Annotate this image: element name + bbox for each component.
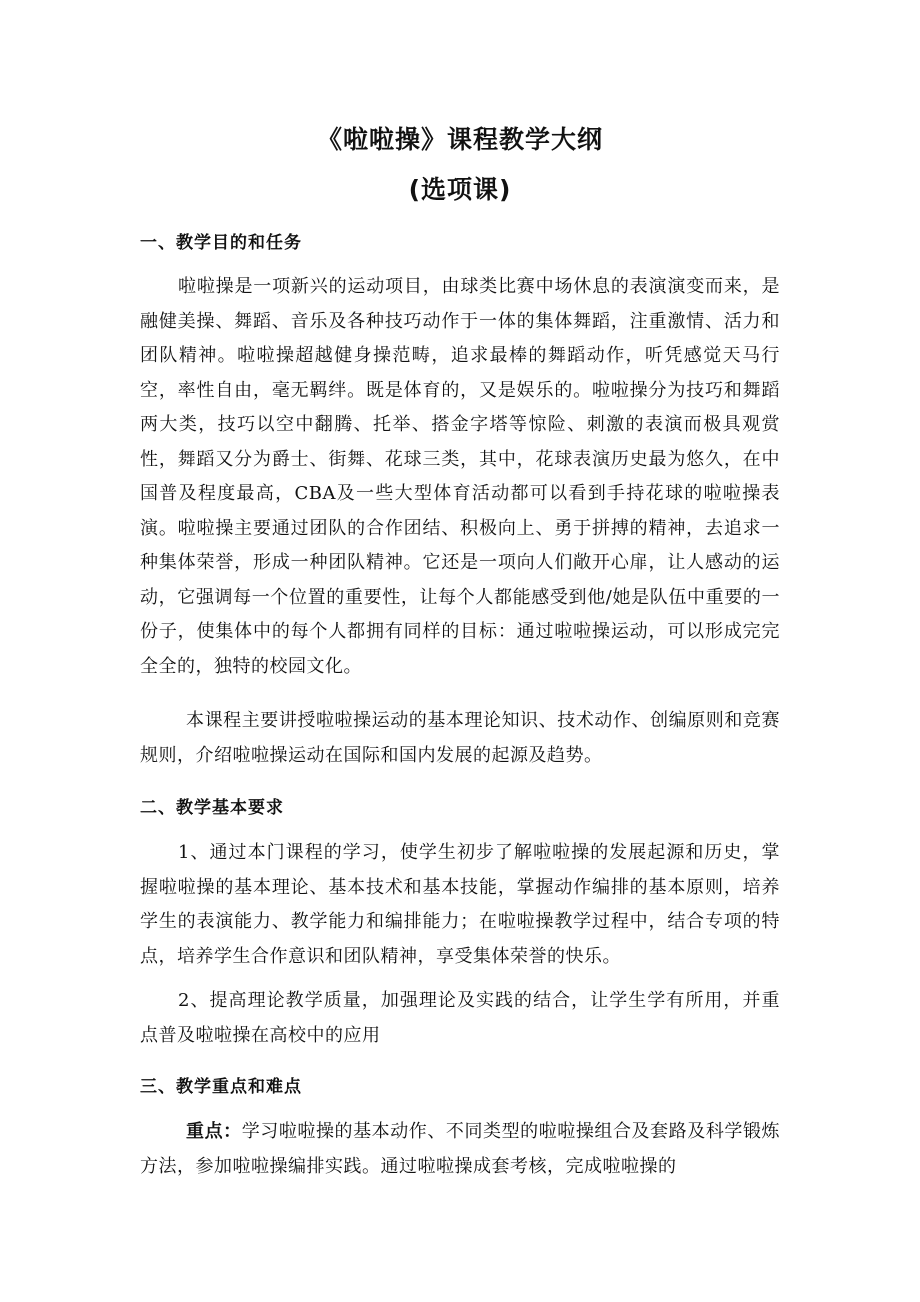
section-paragraph-key-points xyxy=(140,1115,780,1184)
section-paragraph-purpose-2: 本课程主要讲授啦啦操运动的基本理论知识、技术动作、创编原则和竞赛规则，介绍啦啦操运动在国际和国内发展的起源及趋势。 xyxy=(140,710,780,766)
section-heading-purpose: 一、教学目的和任务 xyxy=(140,233,302,253)
key-points-text: 学习啦啦操的基本动作、不同类型的啦啦操组合及套路及科学锻炼方法，参加啦啦操编排实践。通过啦啦操成套考核，完成啦啦操的 xyxy=(140,1121,781,1177)
section-paragraph-requirements-1: 1、通过本门课程的学习，使学生初步了解啦啦操的发展起源和历史，掌握啦啦操的基本理论、基本技术和基本技能，掌握动作编排的基本原则，培养学生的表演能力、教学能力和编排能力；在啦啦操教学过程中，结合专项的特点，培养学生合作意识和团队精神，享受集体荣誉的快乐。 xyxy=(140,842,780,967)
section-paragraph-requirements-2: 2、提高理论教学质量，加强理论及实践的结合，让学生学有所用，并重点普及啦啦操在高校中的应用 xyxy=(140,990,780,1046)
section-paragraph-purpose-1: 啦啦操是一项新兴的运动项目，由球类比赛中场休息的表演演变而来，是融健美操、舞蹈、音乐及各种技巧动作于一体的集体舞蹈，注重激情、活力和团队精神。啦啦操超越健身操范畴，追求最棒的舞蹈动作，听凭感觉天马行空，率性自由，毫无羁绊。既是体育的，又是娱乐的。啦啦操分为技巧和舞蹈两大类，技巧以空中翻腾、托举、搭金字塔等惊险、刺激的表演而极具观赏性，舞蹈又分为爵士、街舞、花球三类，其中，花球表演历史最为悠久，在中国普及程度最高，CBA及一些大型体育活动都可以看到手持花球的啦啦操表演。啦啦操主要通过团队的合作团结、积极向上、勇于拼搏的精神，去追求一种集体荣誉，形成一种团队精神。它还是一项向人们敞开心扉，让人感动的运动，它强调每一个位置的重要性，让每个人都能感受到他/她是队伍中重要的一份子，使集体中的每个人都拥有同样的目标：通过啦啦操运动，可以形成完完全全的，独特的校园文化。 xyxy=(140,276,780,677)
section-heading-key-points: 三、教学重点和难点 xyxy=(140,1077,302,1097)
key-points-label: 重点： xyxy=(186,1121,242,1142)
document-title: 《啦啦操》课程教学大纲 xyxy=(316,125,603,154)
document-subtitle: (选项课) xyxy=(408,175,512,204)
section-heading-requirements: 二、教学基本要求 xyxy=(140,798,284,818)
